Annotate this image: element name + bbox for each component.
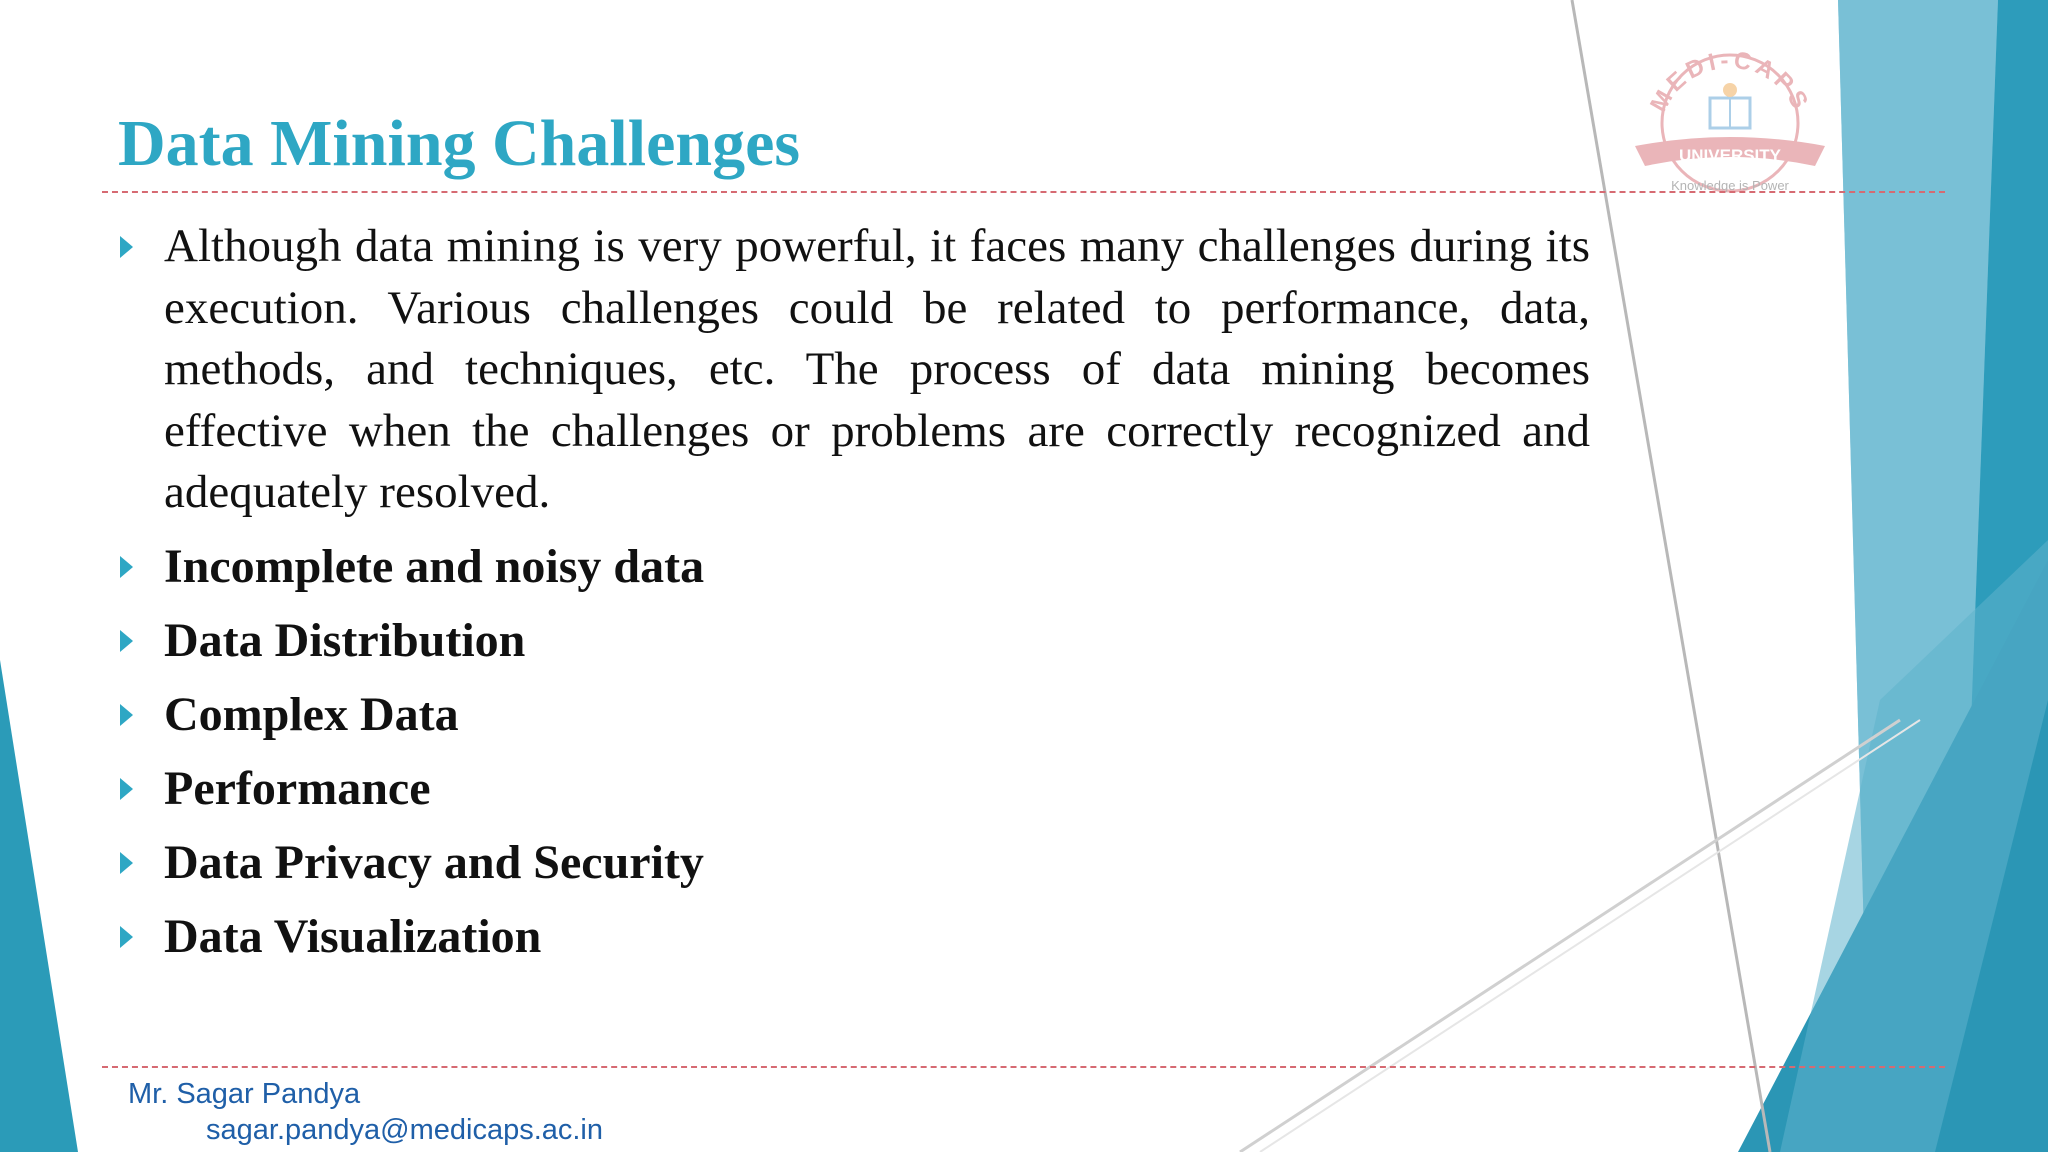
bullet-arrow-icon [120,778,133,800]
bullet-list [118,216,1590,980]
bullet-challenge-text: Complex Data [164,687,459,741]
bullet-intro-text: Although data mining is very powerful, it faces many challenges during its execution. Various challenges could be related to performance, data, methods, and techniques, etc. The process of data mining becomes effective when the challenges or problems are correctly recognized and adequately resolved. [164,220,1590,518]
footer-author: Mr. Sagar Pandya [128,1078,361,1110]
bullet-challenge-text: Incomplete and noisy data [164,539,705,593]
bullet-challenge-text: Data Visualization [164,909,542,963]
bullet-challenge [118,832,1590,894]
bullet-challenge [118,758,1590,820]
bullet-arrow-icon [120,556,133,578]
bullet-arrow-icon [120,236,133,258]
bullet-challenge [118,684,1590,746]
footer-divider [102,1066,1945,1068]
bullet-challenge [118,536,1590,598]
title-divider [102,191,1945,193]
bullet-challenge [118,906,1590,968]
bullet-arrow-icon [120,926,133,948]
bullet-challenge [118,610,1590,672]
bullet-arrow-icon [120,852,133,874]
svg-text:Knowledge is Power: Knowledge is Power [1671,178,1789,193]
svg-text:MEDI-CAPS: MEDI-CAPS [1645,46,1815,117]
bullet-challenge-text: Data Privacy and Security [164,835,704,889]
footer-email: sagar.pandya@medicaps.ac.in [206,1114,604,1146]
bullet-intro [118,216,1590,524]
bullet-challenge-text: Data Distribution [164,613,526,667]
decor-left-triangle [0,660,78,1152]
bullet-arrow-icon [120,630,133,652]
svg-text:UNIVERSITY: UNIVERSITY [1678,146,1782,165]
bullet-challenge-text: Performance [164,761,431,815]
slide-title: Data Mining Challenges [118,107,801,180]
bullet-arrow-icon [120,704,133,726]
university-logo [1620,28,1840,198]
